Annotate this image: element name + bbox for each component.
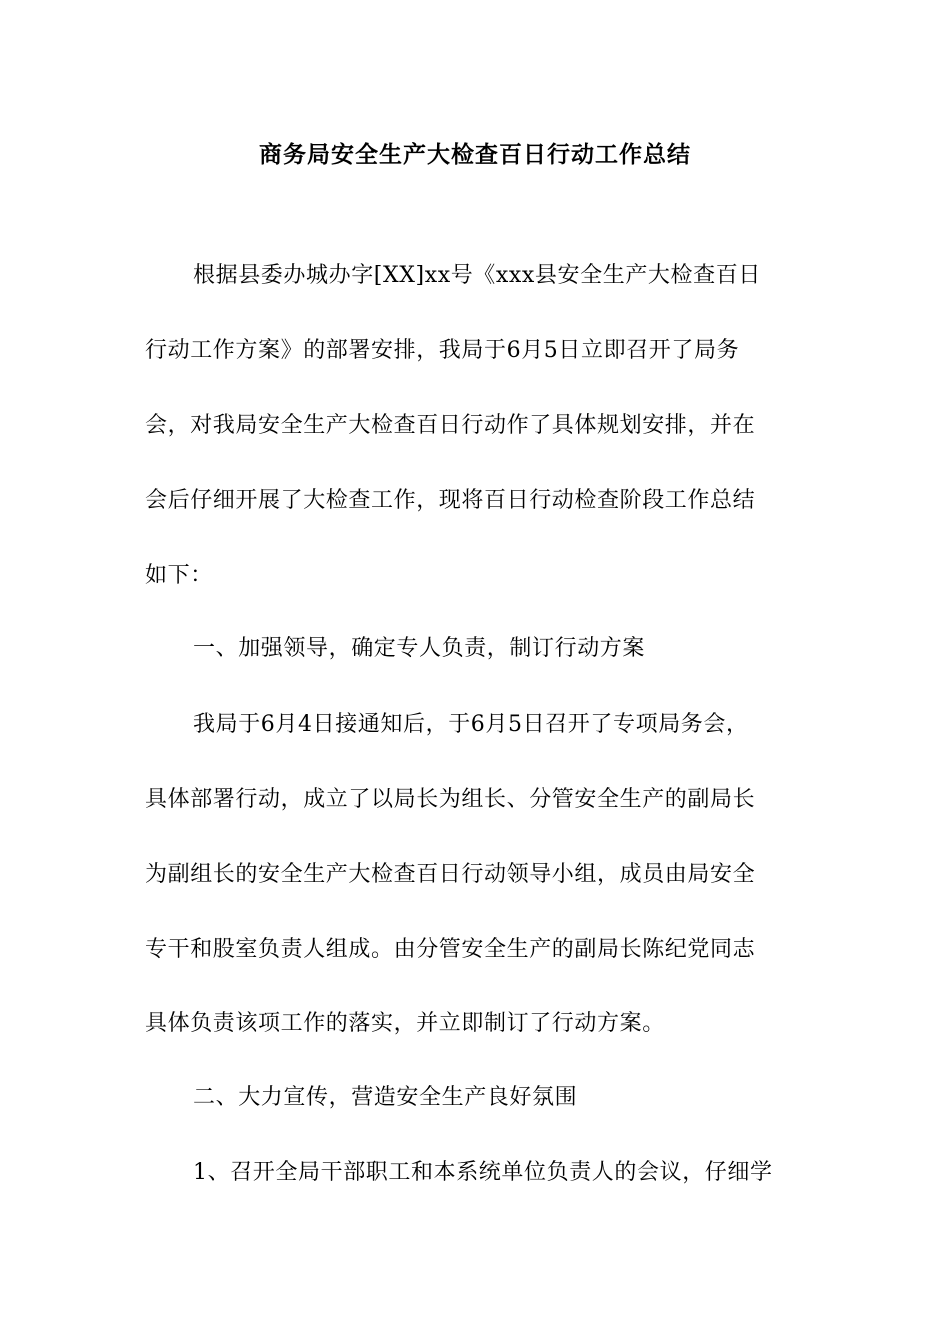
paragraph-line: 1、召开全局干部职工和本系统单位负责人的会议，仔细学 (193, 1160, 773, 1185)
paragraph-line: 专干和股室负责人组成。由分管安全生产的副局长陈纪党同志 (145, 937, 756, 962)
paragraph-line: 为副组长的安全生产大检查百日行动领导小组，成员由局安全 (145, 862, 756, 887)
paragraph-line: 具体负责该项工作的落实，并立即制订了行动方案。 (145, 1011, 665, 1036)
paragraph-line: 会，对我局安全生产大检查百日行动作了具体规划安排，并在 (145, 413, 756, 438)
paragraph-line: 行动工作方案》的部署安排，我局于6月5日立即召开了局务 (145, 338, 740, 363)
section-heading-1: 一、加强领导，确定专人负责，制订行动方案 (193, 636, 646, 661)
section-heading-2: 二、大力宣传，营造安全生产良好氛围 (193, 1085, 578, 1110)
paragraph-line: 会后仔细开展了大检查工作，现将百日行动检查阶段工作总结 (145, 488, 756, 513)
paragraph-line: 如下： (145, 563, 213, 588)
paragraph-line: 我局于6月4日接通知后，于6月5日召开了专项局务会， (193, 712, 749, 737)
paragraph-line: 具体部署行动，成立了以局长为组长、分管安全生产的副局长 (145, 787, 756, 812)
document-title: 商务局安全生产大检查百日行动工作总结 (259, 142, 691, 168)
paragraph-line: 根据县委办城办字[XX]xx号《xxx县安全生产大检查百日 (193, 263, 761, 288)
